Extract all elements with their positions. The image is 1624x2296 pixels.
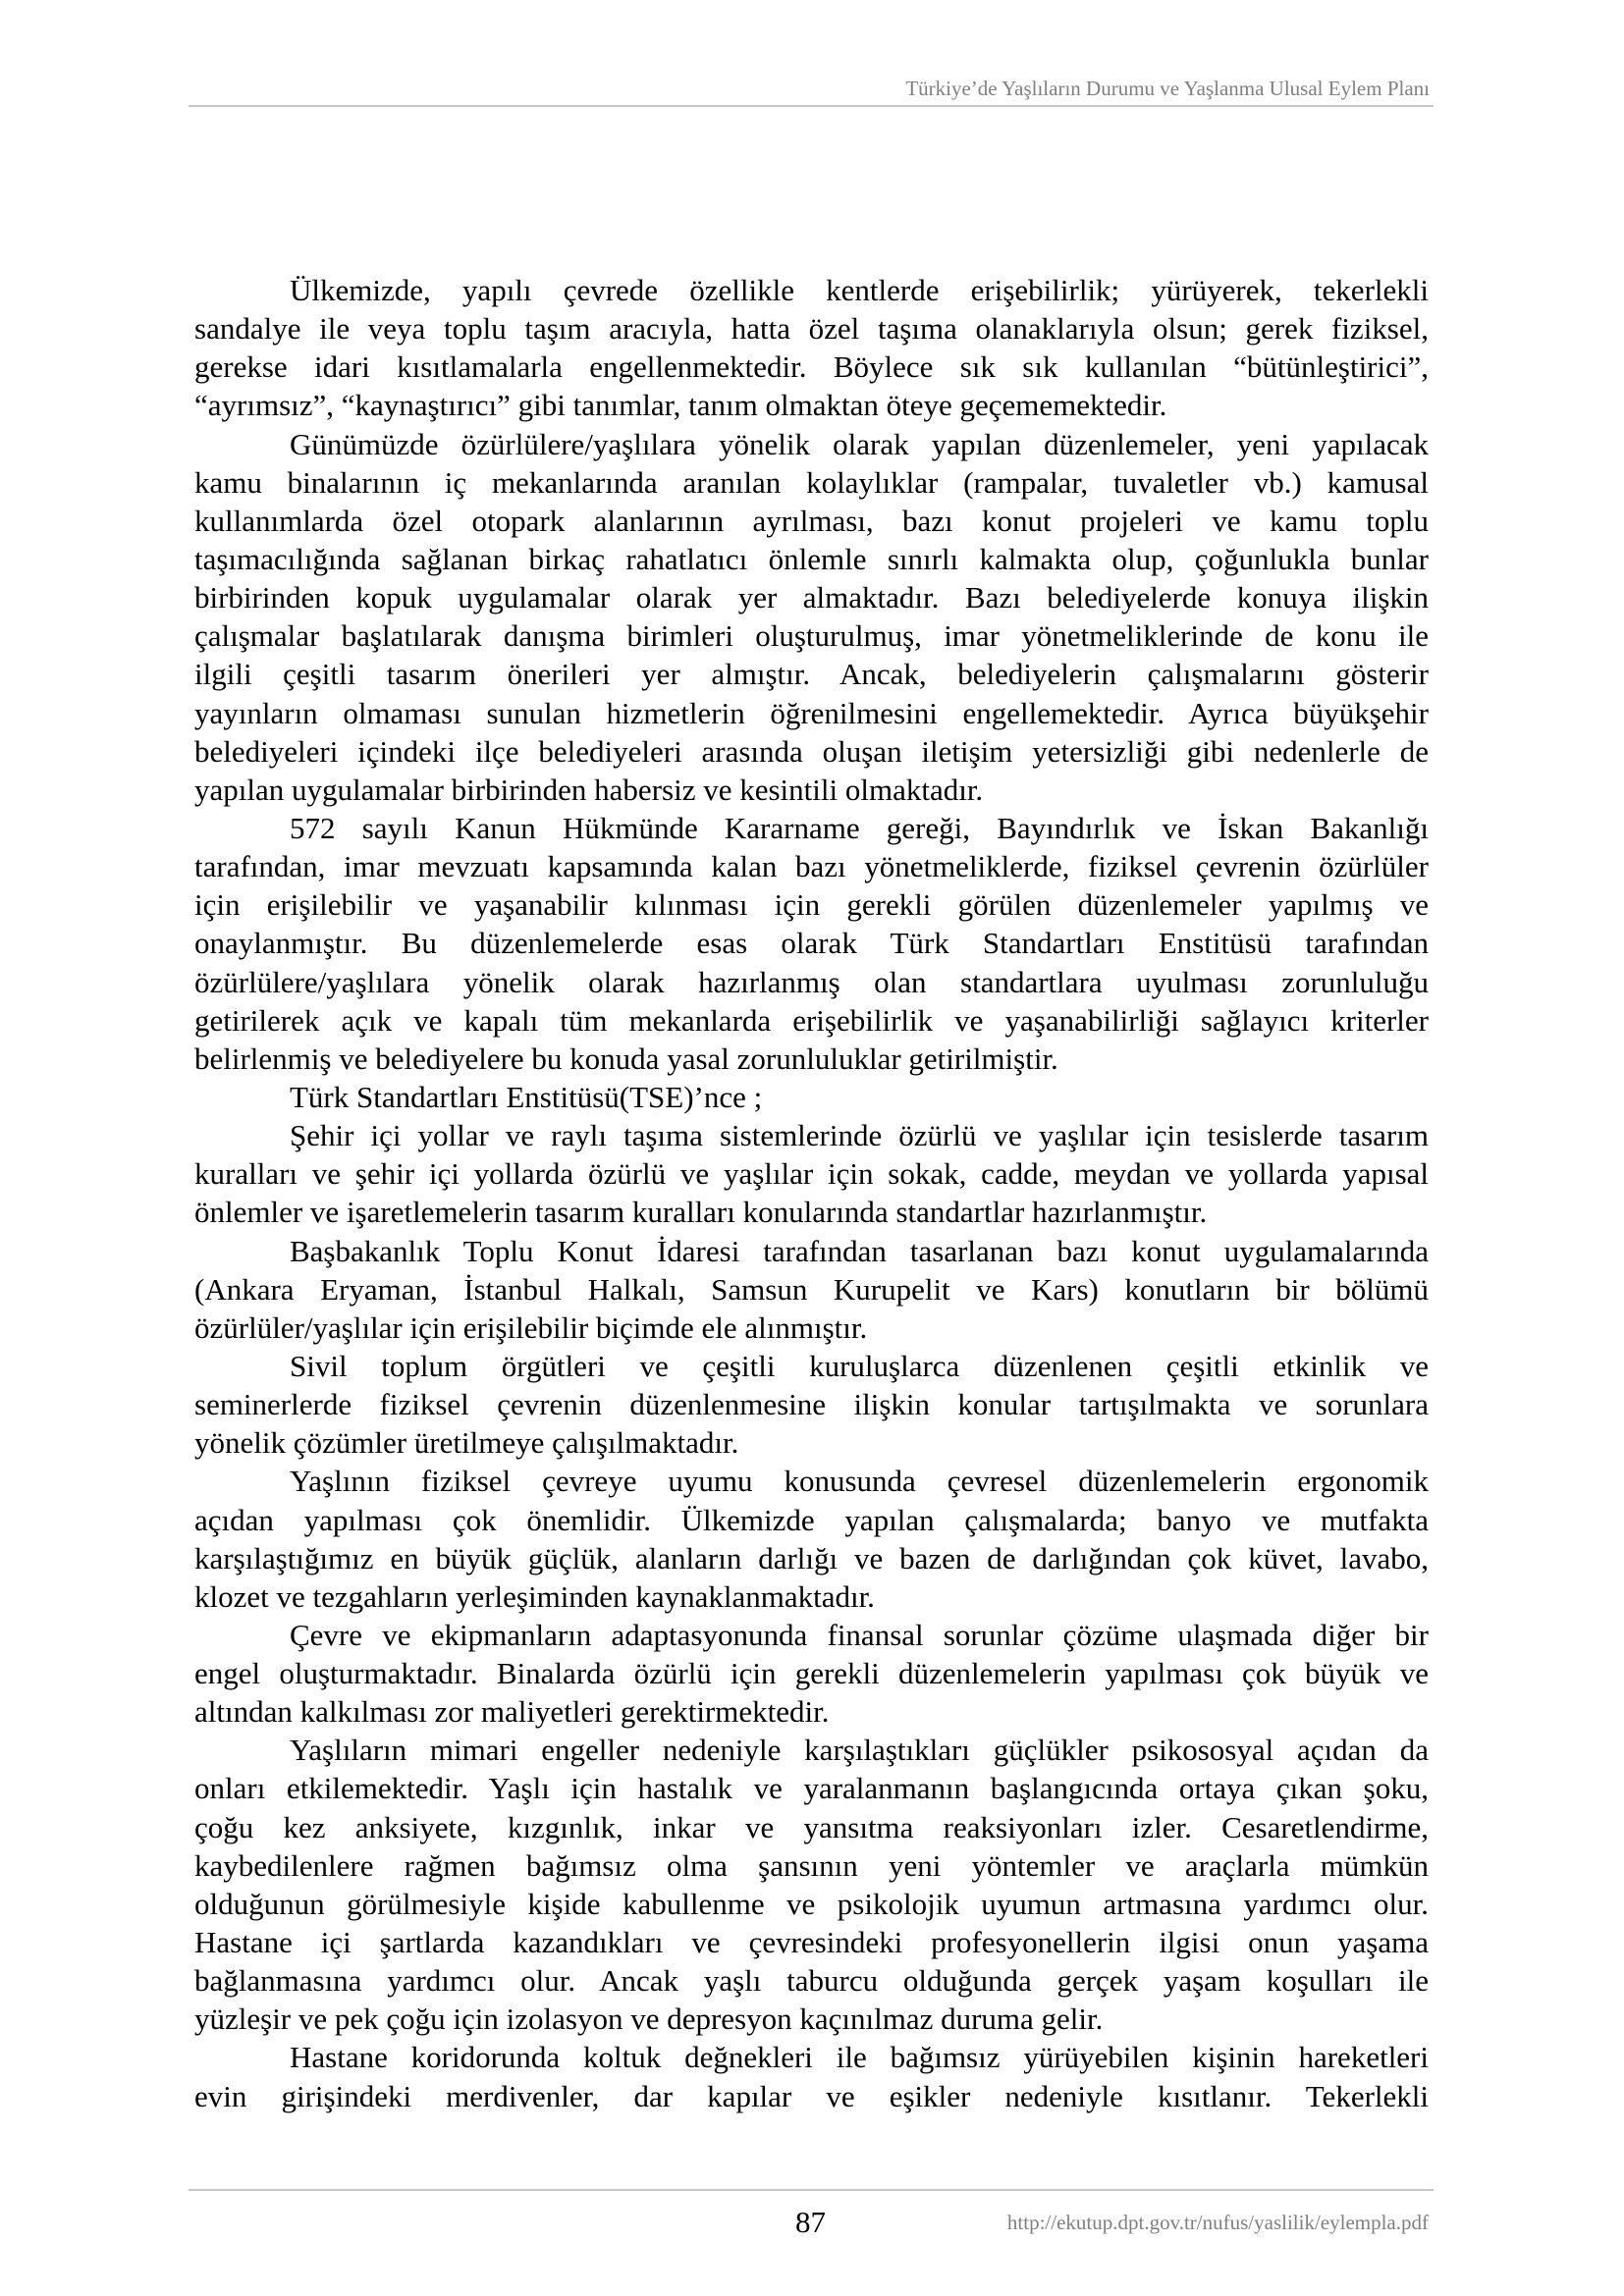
text-line: getirilerek açık ve kapalı tüm mekanlarda erişebilirlik ve yaşanabilirliği sağlayıcı kriterler bbox=[194, 1002, 1429, 1038]
text-line: belirlenmiş ve belediyelere bu konuda yasal zorunluluklar getirilmiştir. bbox=[194, 1041, 1058, 1076]
text-line: 572 sayılı Kanun Hükmünde Kararname gereği, Bayındırlık ve İskan Bakanlığı bbox=[290, 810, 1429, 845]
paragraph bbox=[194, 1232, 1429, 1347]
text-line: kaybedilenlere rağmen bağımsız olma şansının yeni yöntemler ve araçlarla mümkün bbox=[194, 1847, 1429, 1883]
text-line: olduğunun görülmesiyle kişide kabullenme ve psikolojik uyumun artmasına yardımcı olur. bbox=[194, 1886, 1429, 1921]
text-line: onaylanmıştır. Bu düzenlemelerde esas olarak Türk Standartları Enstitüsü tarafından bbox=[194, 926, 1429, 961]
header-divider bbox=[189, 105, 1434, 107]
text-line: tarafından, imar mevzuatı kapsamında kalan bazı yönetmeliklerde, fiziksel çevrenin özürlüler bbox=[194, 849, 1429, 884]
page-header bbox=[189, 0, 1434, 106]
text-line: önlemler ve işaretlemelerin tasarım kuralları konularında standartlar hazırlanmıştır. bbox=[194, 1195, 1208, 1230]
text-line: yönelik çözümler üretilmeye çalışılmaktadır. bbox=[194, 1425, 739, 1461]
paragraph bbox=[194, 809, 1429, 1078]
text-line: özürlülere/yaşlılara yönelik olarak hazırlanmış olan standartlara uyulması zorunluluğu bbox=[194, 964, 1429, 999]
text-line: Ülkemizde, yapılı çevrede özellikle kentlerde erişebilirlik; yürüyerek, tekerlekli bbox=[290, 273, 1429, 307]
text-line: kuralları ve şehir içi yollarda özürlü ve yaşlılar için sokak, cadde, meydan ve yollarda yapısal bbox=[194, 1156, 1429, 1192]
page-number: 87 bbox=[795, 2205, 826, 2239]
text-line: “ayrımsız”, “kaynaştırıcı” gibi tanımlar, tanım olmaktan öteye geçememektedir. bbox=[194, 388, 1167, 423]
text-line: karşılaştığımız en büyük güçlük, alanların darlığı ve bazen de darlığından çok küvet, lavabo, bbox=[194, 1540, 1429, 1575]
text-line: klozet ve tezgahların yerleşiminden kaynaklanmaktadır. bbox=[194, 1578, 875, 1614]
text-line: (Ankara Eryaman, İstanbul Halkalı, Samsun Kurupelit ve Kars) konutların bir bölümü bbox=[194, 1271, 1429, 1307]
text-line: kullanımlarda özel otopark alanlarının ayrılması, bazı konut projeleri ve kamu toplu bbox=[194, 503, 1429, 538]
text-line: Yaşlının fiziksel çevreye uyumu konusunda çevresel düzenlemelerin ergonomik bbox=[290, 1464, 1429, 1499]
paragraph bbox=[194, 1078, 1429, 1116]
text-line: ilgili çeşitli tasarım önerileri yer almıştır. Ancak, belediyelerin çalışmalarını gösterir bbox=[194, 657, 1429, 692]
text-line: belediyeleri içindeki ilçe belediyeleri arasında oluşan iletişim yetersizliği gibi nedenlerle de bbox=[194, 733, 1429, 769]
text-line: seminerlerde fiziksel çevrenin düzenlenmesine ilişkin konular tartışılmakta ve sorunlara bbox=[194, 1387, 1429, 1422]
text-line: Günümüzde özürlülere/yaşlılara yönelik olarak yapılan düzenlemeler, yeni yapılacak bbox=[290, 426, 1429, 461]
footer-divider bbox=[189, 2189, 1434, 2191]
document-title: Türkiye’de Yaşlıların Durumu ve Yaşlanma Ulusal Eylem Planı bbox=[905, 77, 1430, 100]
page-footer bbox=[189, 2189, 1434, 2248]
text-line: yapılan uygulamalar birbirinden habersiz ve kesintili olmaktadır. bbox=[194, 772, 984, 807]
text-line: yayınların olmaması sunulan hizmetlerin öğrenilmesini engellemektedir. Ayrıca büyükşehir bbox=[194, 695, 1429, 730]
text-line: Şehir içi yollar ve raylı taşıma sistemlerinde özürlü ve yaşlılar için tesislerde tasarım bbox=[290, 1118, 1429, 1153]
paragraph bbox=[194, 1616, 1429, 1731]
body-text bbox=[194, 271, 1429, 2115]
text-line: açıdan yapılması çok önemlidir. Ülkemizde yapılan çalışmalarda; banyo ve mutfakta bbox=[194, 1502, 1429, 1537]
text-line: engel oluşturmaktadır. Binalarda özürlü için gerekli düzenlemelerin yapılması çok büyük ve bbox=[194, 1656, 1429, 1691]
text-line: çalışmalar başlatılarak danışma birimleri oluşturulmuş, imar yönetmeliklerinde de konu ile bbox=[194, 618, 1429, 654]
text-line: kamu binalarının iç mekanlarında aranılan kolaylıklar (rampalar, tuvaletler vb.) kamusal bbox=[194, 464, 1429, 500]
paragraph bbox=[194, 425, 1429, 809]
text-line: Başbakanlık Toplu Konut İdaresi tarafından tasarlanan bazı konut uygulamalarında bbox=[290, 1233, 1429, 1268]
text-line: bağlanmasına yardımcı olur. Ancak yaşlı taburcu olduğunda gerçek yaşam koşulları ile bbox=[194, 1963, 1429, 1999]
text-line: Türk Standartları Enstitüsü(TSE)’nce ; bbox=[290, 1079, 763, 1114]
text-line: onları etkilemektedir. Yaşlı için hastalık ve yaralanmanın başlangıcında ortaya çıkan şoku, bbox=[194, 1771, 1429, 1806]
paragraph bbox=[194, 1116, 1429, 1231]
text-line: Yaşlıların mimari engeller nedeniyle karşılaştıkları güçlükler psikososyal açıdan da bbox=[290, 1733, 1429, 1768]
paragraph bbox=[194, 1462, 1429, 1616]
text-line: Çevre ve ekipmanların adaptasyonunda finansal sorunlar çözüme ulaşmada diğer bir bbox=[290, 1617, 1429, 1652]
paragraph bbox=[194, 1347, 1429, 1462]
source-url: http://ekutup.dpt.gov.tr/nufus/yaslilik/eylempla.pdf bbox=[1006, 2211, 1429, 2234]
text-line: sandalye ile veya toplu taşım aracıyla, hatta özel taşıma olanaklarıyla olsun; gerek fiziksel, bbox=[194, 311, 1429, 347]
text-line: altından kalkılması zor maliyetleri gerektirmektedir. bbox=[194, 1694, 830, 1730]
text-line: çoğu kez anksiyete, kızgınlık, inkar ve yansıtma reaksiyonları izler. Cesaretlendirme, bbox=[194, 1809, 1429, 1844]
text-line: özürlüler/yaşlılar için erişilebilir biçimde ele alınmıştır. bbox=[194, 1309, 868, 1345]
text-line: Hastane koridorunda koltuk değnekleri ile bağımsız yürüyebilen kişinin hareketleri bbox=[290, 2040, 1429, 2075]
text-line: taşımacılığında sağlanan birkaç rahatlatıcı önlemle sınırlı kalmakta olup, çoğunlukla bunlar bbox=[194, 541, 1429, 576]
paragraph bbox=[194, 271, 1429, 425]
text-line: gerekse idari kısıtlamalarla engellenmektedir. Böylece sık sık kullanılan “bütünleştirici”, bbox=[194, 349, 1429, 385]
text-line: Sivil toplum örgütleri ve çeşitli kuruluşlarca düzenlenen çeşitli etkinlik ve bbox=[290, 1348, 1429, 1383]
text-line: yüzleşir ve pek çoğu için izolasyon ve depresyon kaçınılmaz duruma gelir. bbox=[194, 2002, 1104, 2037]
text-line: Hastane içi şartlarda kazandıkları ve çevresindeki profesyonellerin ilgisi onun yaşama bbox=[194, 1925, 1429, 1960]
paragraph bbox=[194, 2038, 1429, 2114]
text-line: birbirinden kopuk uygulamalar olarak yer almaktadır. Bazı belediyelerde konuya ilişkin bbox=[194, 580, 1429, 615]
text-line: için erişilebilir ve yaşanabilir kılınması için gerekli görülen düzenlemeler yapılmış ve bbox=[194, 887, 1429, 923]
paragraph bbox=[194, 1731, 1429, 2038]
text-line: evin girişindeki merdivenler, dar kapılar ve eşikler nedeniyle kısıtlanır. Tekerlekli bbox=[194, 2078, 1429, 2113]
